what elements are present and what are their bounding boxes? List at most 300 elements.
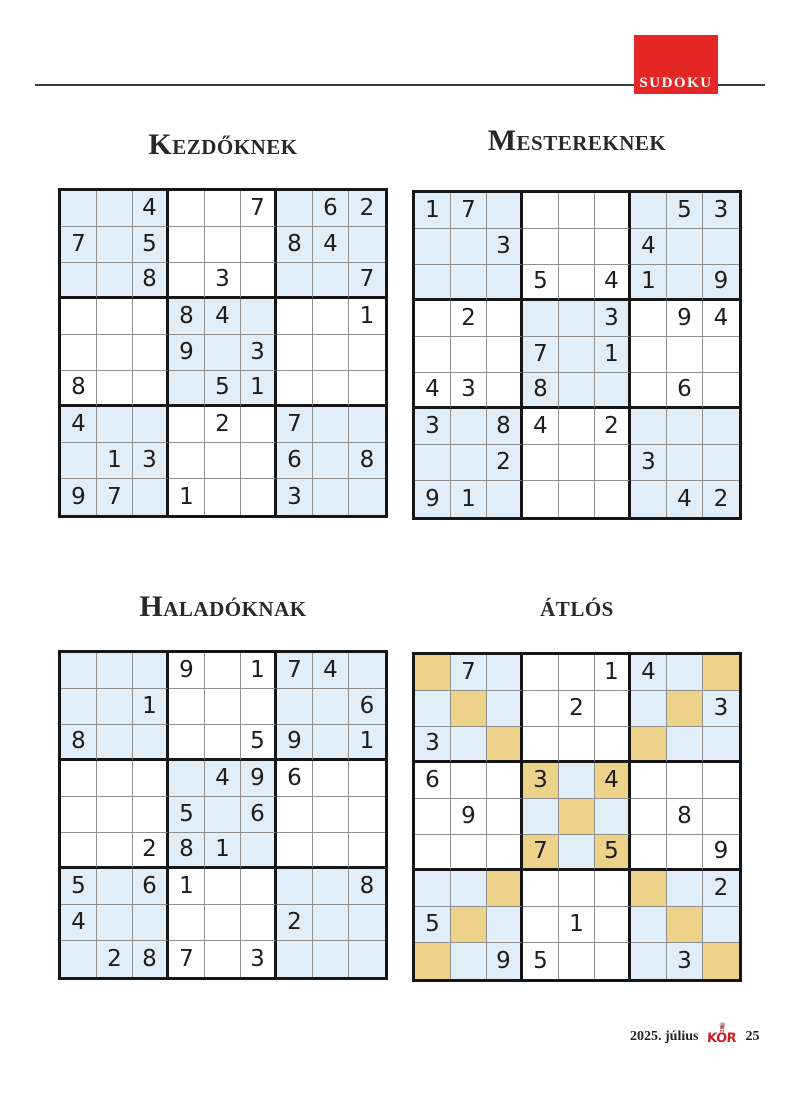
sudoku-cell (595, 445, 631, 481)
sudoku-cell (313, 479, 349, 515)
sudoku-cell (415, 445, 451, 481)
sudoku-cell: 8 (349, 443, 385, 479)
sudoku-cell (61, 335, 97, 371)
sudoku-cell (277, 263, 313, 299)
sudoku-cell (631, 373, 667, 409)
sudoku-cell (595, 871, 631, 907)
sudoku-cell: 1 (241, 653, 277, 689)
sudoku-cell (133, 725, 169, 761)
sudoku-cell (61, 653, 97, 689)
sudoku-cell (313, 299, 349, 335)
sudoku-cell (487, 835, 523, 871)
sudoku-cell (277, 335, 313, 371)
sudoku-cell (133, 797, 169, 833)
sudoku-cell (631, 799, 667, 835)
sudoku-cell (97, 833, 133, 869)
sudoku-cell (523, 193, 559, 229)
sudoku-cell (169, 725, 205, 761)
sudoku-cell (667, 265, 703, 301)
sudoku-cell (415, 799, 451, 835)
sudoku-cell: 6 (133, 869, 169, 905)
sudoku-cell (277, 689, 313, 725)
sudoku-cell (559, 445, 595, 481)
sudoku-cell: 6 (277, 443, 313, 479)
sudoku-cell: 3 (703, 193, 739, 229)
sudoku-cell (631, 481, 667, 517)
sudoku-cell (487, 871, 523, 907)
sudoku-cell: 8 (169, 833, 205, 869)
sudoku-cell: 2 (97, 941, 133, 977)
sudoku-cell: 4 (595, 265, 631, 301)
sudoku-cell: 8 (487, 409, 523, 445)
sudoku-cell: 8 (169, 299, 205, 335)
sudoku-cell (451, 265, 487, 301)
sudoku-cell: 2 (205, 407, 241, 443)
sudoku-cell (559, 655, 595, 691)
sudoku-cell (205, 443, 241, 479)
sudoku-cell: 3 (523, 763, 559, 799)
sudoku-cell (97, 761, 133, 797)
sudoku-cell: 5 (415, 907, 451, 943)
sudoku-cell (451, 727, 487, 763)
sudoku-cell: 5 (61, 869, 97, 905)
sudoku-cell (241, 227, 277, 263)
sudoku-cell (487, 265, 523, 301)
sudoku-cell (241, 833, 277, 869)
sudoku-cell (241, 263, 277, 299)
sudoku-cell: 2 (451, 301, 487, 337)
sudoku-cell (703, 799, 739, 835)
sudoku-cell (349, 941, 385, 977)
sudoku-cell: 8 (133, 263, 169, 299)
sudoku-cell (667, 655, 703, 691)
footer-date: 2025. július (630, 1029, 699, 1044)
sudoku-cell (169, 689, 205, 725)
sudoku-cell (415, 265, 451, 301)
sudoku-cell (205, 227, 241, 263)
sudoku-cell (559, 409, 595, 445)
sudoku-cell (205, 335, 241, 371)
sudoku-cell (667, 871, 703, 907)
sudoku-cell: 4 (703, 301, 739, 337)
sudoku-cell: 9 (667, 301, 703, 337)
sudoku-cell (559, 727, 595, 763)
sudoku-cell (487, 373, 523, 409)
sudoku-cell (349, 797, 385, 833)
sudoku-cell (487, 481, 523, 517)
sudoku-cell (313, 905, 349, 941)
sudoku-cell: 6 (349, 689, 385, 725)
sudoku-cell (349, 407, 385, 443)
sudoku-cell: 7 (277, 653, 313, 689)
sudoku-cell (595, 193, 631, 229)
sudoku-cell (595, 727, 631, 763)
sudoku-cell (595, 943, 631, 979)
sudoku-cell (703, 907, 739, 943)
sudoku-cell (523, 655, 559, 691)
sudoku-cell: 1 (415, 193, 451, 229)
sudoku-cell: 7 (169, 941, 205, 977)
sudoku-cell: 4 (205, 761, 241, 797)
sudoku-cell: 5 (523, 265, 559, 301)
sudoku-cell (133, 905, 169, 941)
sudoku-cell: 4 (595, 763, 631, 799)
sudoku-cell: 1 (349, 299, 385, 335)
sudoku-cell (703, 373, 739, 409)
sudoku-cell (559, 193, 595, 229)
sudoku-cell (451, 229, 487, 265)
sudoku-cell: 3 (277, 479, 313, 515)
sudoku-cell: 5 (241, 725, 277, 761)
sudoku-cell (349, 761, 385, 797)
sudoku-cell (313, 371, 349, 407)
sudoku-cell (241, 443, 277, 479)
sudoku-cell (313, 335, 349, 371)
sudoku-cell (349, 227, 385, 263)
sudoku-cell (451, 871, 487, 907)
sudoku-cell (631, 835, 667, 871)
sudoku-cell (703, 445, 739, 481)
sudoku-cell (559, 265, 595, 301)
sudoku-cell: 6 (277, 761, 313, 797)
sudoku-cell (523, 301, 559, 337)
sudoku-cell: 3 (241, 335, 277, 371)
sudoku-cell: 8 (523, 373, 559, 409)
sudoku-cell (559, 373, 595, 409)
sudoku-cell (205, 725, 241, 761)
sudoku-cell (595, 229, 631, 265)
sudoku-cell (559, 943, 595, 979)
sudoku-cell (205, 479, 241, 515)
sudoku-cell (277, 941, 313, 977)
sudoku-cell: 8 (61, 371, 97, 407)
page-number: 25 (745, 1029, 760, 1044)
sudoku-cell (703, 337, 739, 373)
sudoku-cell (349, 335, 385, 371)
sudoku-cell (559, 799, 595, 835)
sudoku-cell (487, 691, 523, 727)
sudoku-cell (313, 761, 349, 797)
sudoku-cell (277, 797, 313, 833)
sudoku-cell: 9 (703, 835, 739, 871)
sudoku-cell (523, 907, 559, 943)
sudoku-cell (205, 653, 241, 689)
sudoku-cell: 6 (415, 763, 451, 799)
sudoku-cell (205, 941, 241, 977)
sudoku-cell (703, 655, 739, 691)
sudoku-cell (205, 905, 241, 941)
sudoku-cell: 4 (631, 655, 667, 691)
sudoku-cell (169, 191, 205, 227)
sudoku-cell: 7 (451, 193, 487, 229)
sudoku-cell: 9 (277, 725, 313, 761)
sudoku-cell (349, 653, 385, 689)
sudoku-cell (133, 653, 169, 689)
sudoku-cell (595, 691, 631, 727)
sudoku-cell (667, 763, 703, 799)
sudoku-cell: 2 (703, 481, 739, 517)
sudoku-cell (415, 943, 451, 979)
sudoku-grid-haladoknak (58, 650, 388, 980)
kor-magazine-logo (706, 1022, 738, 1046)
sudoku-cell (169, 263, 205, 299)
sudoku-cell: 3 (487, 229, 523, 265)
sudoku-cell: 7 (349, 263, 385, 299)
sudoku-cell (205, 797, 241, 833)
sudoku-cell (349, 479, 385, 515)
sudoku-cell (97, 263, 133, 299)
sudoku-cell (61, 299, 97, 335)
sudoku-cell (631, 907, 667, 943)
sudoku-cell (487, 301, 523, 337)
sudoku-cell (97, 191, 133, 227)
sudoku-cell (133, 407, 169, 443)
sudoku-cell: 9 (415, 481, 451, 517)
sudoku-cell (559, 301, 595, 337)
sudoku-cell (349, 371, 385, 407)
sudoku-cell (631, 943, 667, 979)
sudoku-cell (523, 445, 559, 481)
sudoku-cell (415, 871, 451, 907)
sudoku-cell: 6 (241, 797, 277, 833)
sudoku-cell: 4 (205, 299, 241, 335)
sudoku-cell (97, 797, 133, 833)
sudoku-cell (415, 655, 451, 691)
sudoku-cell: 2 (559, 691, 595, 727)
sudoku-cell: 2 (703, 871, 739, 907)
sudoku-cell: 1 (349, 725, 385, 761)
sudoku-cell (595, 373, 631, 409)
sudoku-cell: 8 (667, 799, 703, 835)
sudoku-cell: 4 (631, 229, 667, 265)
sudoku-cell: 9 (61, 479, 97, 515)
sudoku-cell (451, 409, 487, 445)
sudoku-badge (634, 35, 718, 94)
sudoku-cell (61, 191, 97, 227)
sudoku-cell (133, 761, 169, 797)
sudoku-cell (487, 193, 523, 229)
sudoku-cell: 1 (205, 833, 241, 869)
sudoku-cell: 5 (595, 835, 631, 871)
sudoku-cell: 1 (133, 689, 169, 725)
sudoku-cell (61, 833, 97, 869)
sudoku-cell (559, 481, 595, 517)
sudoku-cell (313, 869, 349, 905)
sudoku-cell (523, 799, 559, 835)
sudoku-cell (97, 725, 133, 761)
sudoku-cell (559, 229, 595, 265)
sudoku-cell (133, 335, 169, 371)
sudoku-cell (277, 833, 313, 869)
sudoku-cell: 7 (523, 337, 559, 373)
sudoku-cell: 9 (169, 335, 205, 371)
sudoku-cell: 3 (703, 691, 739, 727)
sudoku-cell (313, 941, 349, 977)
sudoku-grid-atlos (412, 652, 742, 982)
sudoku-cell (97, 869, 133, 905)
sudoku-cell: 1 (169, 869, 205, 905)
sudoku-cell: 9 (487, 943, 523, 979)
sudoku-cell: 7 (97, 479, 133, 515)
sudoku-cell (205, 191, 241, 227)
sudoku-cell (97, 653, 133, 689)
sudoku-cell (559, 337, 595, 373)
sudoku-cell: 4 (61, 905, 97, 941)
sudoku-cell (559, 835, 595, 871)
sudoku-cell (523, 871, 559, 907)
sudoku-cell (667, 835, 703, 871)
sudoku-cell: 4 (313, 653, 349, 689)
sudoku-cell (97, 335, 133, 371)
sudoku-cell (559, 763, 595, 799)
sudoku-cell (313, 263, 349, 299)
sudoku-cell: 9 (703, 265, 739, 301)
sudoku-cell: 8 (349, 869, 385, 905)
sudoku-cell (703, 727, 739, 763)
sudoku-cell (631, 193, 667, 229)
sudoku-cell: 3 (205, 263, 241, 299)
sudoku-cell: 5 (523, 943, 559, 979)
sudoku-cell (97, 905, 133, 941)
sudoku-cell: 3 (667, 943, 703, 979)
sudoku-cell (61, 941, 97, 977)
sudoku-cell (631, 727, 667, 763)
sudoku-grid-mestereknek (412, 190, 742, 520)
footer (630, 1022, 760, 1046)
sudoku-cell: 2 (595, 409, 631, 445)
sudoku-cell: 7 (61, 227, 97, 263)
sudoku-cell (451, 445, 487, 481)
sudoku-cell: 1 (559, 907, 595, 943)
sudoku-cell (313, 833, 349, 869)
sudoku-cell (451, 691, 487, 727)
sudoku-cell (349, 833, 385, 869)
sudoku-cell (559, 871, 595, 907)
sudoku-cell: 1 (97, 443, 133, 479)
sudoku-cell (487, 655, 523, 691)
sudoku-cell (667, 907, 703, 943)
sudoku-cell (667, 445, 703, 481)
sudoku-cell: 1 (595, 655, 631, 691)
sudoku-cell (631, 409, 667, 445)
sudoku-cell: 5 (169, 797, 205, 833)
sudoku-cell: 1 (595, 337, 631, 373)
crown-icon: ♛ (718, 1022, 728, 1032)
sudoku-cell (169, 761, 205, 797)
sudoku-cell (631, 301, 667, 337)
sudoku-cell (349, 905, 385, 941)
sudoku-cell (97, 407, 133, 443)
sudoku-cell (451, 337, 487, 373)
sudoku-badge-label: SUDOKU (639, 75, 713, 91)
sudoku-cell: 7 (451, 655, 487, 691)
sudoku-cell: 1 (451, 481, 487, 517)
sudoku-cell (313, 407, 349, 443)
sudoku-cell: 1 (631, 265, 667, 301)
sudoku-cell: 5 (205, 371, 241, 407)
sudoku-cell (703, 409, 739, 445)
sudoku-cell: 3 (451, 373, 487, 409)
sudoku-cell: 9 (241, 761, 277, 797)
sudoku-cell (277, 299, 313, 335)
sudoku-cell: 3 (631, 445, 667, 481)
sudoku-cell (415, 229, 451, 265)
sudoku-cell (61, 797, 97, 833)
sudoku-cell (451, 763, 487, 799)
sudoku-grid-kezdoknek (58, 188, 388, 518)
sudoku-cell: 7 (277, 407, 313, 443)
sudoku-cell: 8 (61, 725, 97, 761)
sudoku-cell (667, 727, 703, 763)
sudoku-cell (631, 691, 667, 727)
sudoku-cell (97, 299, 133, 335)
sudoku-cell (97, 689, 133, 725)
sudoku-cell (61, 689, 97, 725)
sudoku-cell (595, 799, 631, 835)
sudoku-cell (241, 869, 277, 905)
sudoku-cell (667, 229, 703, 265)
sudoku-cell (667, 409, 703, 445)
sudoku-cell: 6 (667, 373, 703, 409)
sudoku-cell (415, 835, 451, 871)
sudoku-cell (523, 691, 559, 727)
sudoku-cell: 4 (523, 409, 559, 445)
sudoku-cell: 4 (313, 227, 349, 263)
sudoku-cell (169, 371, 205, 407)
sudoku-cell (241, 479, 277, 515)
sudoku-cell (277, 191, 313, 227)
sudoku-cell (523, 727, 559, 763)
kor-logo-text: KÖR (706, 1031, 738, 1046)
puzzle-title-mestereknek: Mestereknek (487, 124, 667, 157)
sudoku-cell (277, 371, 313, 407)
sudoku-cell (61, 761, 97, 797)
sudoku-cell (241, 299, 277, 335)
sudoku-cell (487, 763, 523, 799)
sudoku-cell: 3 (595, 301, 631, 337)
sudoku-cell (133, 371, 169, 407)
sudoku-cell: 7 (523, 835, 559, 871)
sudoku-cell: 4 (133, 191, 169, 227)
sudoku-cell (631, 337, 667, 373)
sudoku-cell (133, 479, 169, 515)
puzzle-title-atlos: átlós (540, 590, 614, 623)
sudoku-cell: 1 (241, 371, 277, 407)
sudoku-cell (487, 337, 523, 373)
sudoku-cell (631, 763, 667, 799)
sudoku-cell (313, 725, 349, 761)
sudoku-cell: 8 (133, 941, 169, 977)
sudoku-cell (703, 763, 739, 799)
sudoku-cell: 3 (415, 727, 451, 763)
sudoku-cell (415, 301, 451, 337)
sudoku-cell: 3 (241, 941, 277, 977)
sudoku-cell (61, 263, 97, 299)
sudoku-cell (487, 727, 523, 763)
sudoku-cell (169, 443, 205, 479)
sudoku-cell: 2 (349, 191, 385, 227)
sudoku-cell (169, 227, 205, 263)
sudoku-cell (631, 871, 667, 907)
sudoku-cell (703, 229, 739, 265)
sudoku-cell (313, 689, 349, 725)
sudoku-cell (169, 407, 205, 443)
sudoku-cell (205, 869, 241, 905)
sudoku-cell (133, 299, 169, 335)
sudoku-cell: 7 (241, 191, 277, 227)
sudoku-cell (313, 443, 349, 479)
sudoku-cell: 2 (277, 905, 313, 941)
